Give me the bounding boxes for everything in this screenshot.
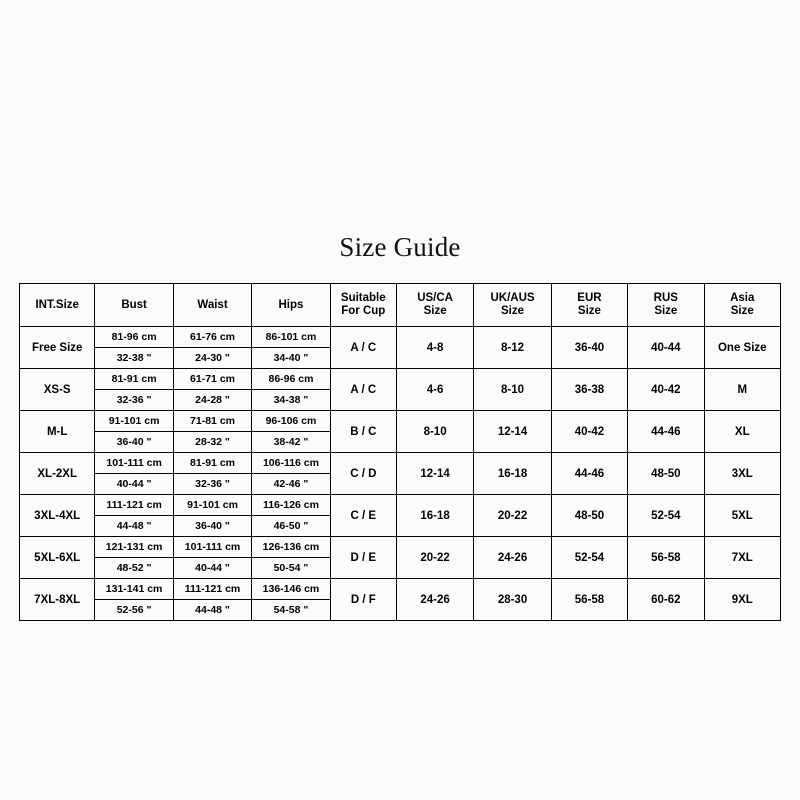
table-row (20, 537, 781, 579)
cell-waist-cm: 81-91 cm (174, 453, 251, 474)
cell-eur: 36-38 (551, 369, 627, 411)
cell-uk-aus: 28-30 (474, 579, 551, 621)
cell-bust-in: 32-38 " (116, 352, 152, 364)
size-table-container (19, 283, 781, 621)
column-header-int-size (20, 284, 95, 327)
cell-waist (173, 327, 251, 369)
cell-hips-cm: 106-116 cm (252, 453, 329, 474)
column-header-bust (95, 284, 173, 327)
column-header-asia-size (704, 284, 780, 327)
cell-asia: 3XL (704, 453, 780, 495)
cell-us-ca: 8-10 (396, 411, 473, 453)
cell-uk-aus: 20-22 (474, 495, 551, 537)
cell-waist (173, 369, 251, 411)
cell-waist (173, 453, 251, 495)
cell-hips-in: 42-46 " (273, 478, 309, 490)
cell-uk-aus: 16-18 (474, 453, 551, 495)
cell-hips-in: 34-38 " (273, 394, 309, 406)
cell-hips-in: 54-58 " (273, 604, 309, 616)
cell-bust-cm: 91-101 cm (95, 411, 172, 432)
cell-us-ca: 12-14 (396, 453, 473, 495)
cell-cup: A / C (330, 327, 396, 369)
cell-int-size: 5XL-6XL (20, 537, 95, 579)
cell-waist (173, 537, 251, 579)
table-body (20, 327, 781, 621)
cell-uk-aus: 24-26 (474, 537, 551, 579)
cell-bust-cm: 121-131 cm (95, 537, 172, 558)
cell-waist-in: 24-30 " (195, 352, 230, 364)
cell-eur: 36-40 (551, 327, 627, 369)
cell-rus: 40-42 (628, 369, 704, 411)
cell-waist (173, 579, 251, 621)
header-line: US/CA (417, 292, 453, 304)
cell-bust-in: 36-40 " (116, 436, 152, 448)
cell-hips-in: 46-50 " (273, 520, 309, 532)
size-guide-table (19, 283, 781, 621)
header-line: Waist (197, 298, 228, 311)
header-line: Asia (730, 292, 755, 304)
cell-hips (252, 495, 330, 537)
header-line: Hips (278, 298, 304, 311)
cell-waist-in: 44-48 " (195, 604, 230, 616)
cell-cup: A / C (330, 369, 396, 411)
table-row (20, 369, 781, 411)
cell-bust-cm: 111-121 cm (95, 495, 172, 516)
cell-bust-in: 40-44 " (116, 478, 152, 490)
cell-hips-cm: 136-146 cm (252, 579, 329, 600)
header-line: RUS (653, 292, 678, 304)
column-header-rus-size (628, 284, 704, 327)
cell-hips-cm: 116-126 cm (252, 495, 329, 516)
cell-bust (95, 495, 173, 537)
header-line: EUR (577, 292, 602, 304)
cell-waist-cm: 71-81 cm (174, 411, 251, 432)
header-line: Suitable (340, 292, 386, 304)
cell-bust (95, 411, 173, 453)
cell-us-ca: 24-26 (396, 579, 473, 621)
cell-asia: 5XL (704, 495, 780, 537)
cell-bust-cm: 131-141 cm (95, 579, 172, 600)
table-row (20, 411, 781, 453)
cell-waist-cm: 61-71 cm (174, 369, 251, 390)
cell-bust-cm: 81-96 cm (95, 327, 172, 348)
header-row (20, 284, 781, 327)
cell-asia: M (704, 369, 780, 411)
cell-cup: D / F (330, 579, 396, 621)
cell-hips (252, 453, 330, 495)
cell-eur: 40-42 (551, 411, 627, 453)
cell-waist-in: 36-40 " (195, 520, 230, 532)
cell-hips-in: 38-42 " (273, 436, 309, 448)
cell-uk-aus: 12-14 (474, 411, 551, 453)
cell-hips-cm: 86-101 cm (252, 327, 329, 348)
cell-hips-cm: 86-96 cm (252, 369, 329, 390)
cell-cup: C / E (330, 495, 396, 537)
cell-hips (252, 579, 330, 621)
cell-uk-aus: 8-12 (474, 327, 551, 369)
cell-bust-in: 52-56 " (116, 604, 152, 616)
cell-int-size: M-L (20, 411, 95, 453)
cell-bust-cm: 101-111 cm (95, 453, 172, 474)
cell-int-size: XL-2XL (20, 453, 95, 495)
header-line: INT.Size (35, 298, 79, 311)
cell-bust-in: 44-48 " (116, 520, 152, 532)
table-row (20, 327, 781, 369)
cell-rus: 44-46 (628, 411, 704, 453)
cell-uk-aus: 8-10 (474, 369, 551, 411)
cell-int-size: Free Size (20, 327, 95, 369)
header-line: For Cup (341, 305, 386, 317)
table-row (20, 453, 781, 495)
cell-asia: One Size (704, 327, 780, 369)
cell-rus: 56-58 (628, 537, 704, 579)
cell-waist-in: 40-44 " (195, 562, 230, 574)
cell-eur: 52-54 (551, 537, 627, 579)
header-line: Bust (121, 298, 147, 311)
cell-hips (252, 411, 330, 453)
cell-bust (95, 327, 173, 369)
cell-cup: B / C (330, 411, 396, 453)
cell-hips-cm: 126-136 cm (252, 537, 329, 558)
page-title: Size Guide (339, 232, 461, 262)
column-header-suitable-for-cup (330, 284, 396, 327)
cell-waist-in: 28-32 " (195, 436, 230, 448)
cell-us-ca: 4-6 (396, 369, 473, 411)
column-header-uk-aus-size (474, 284, 551, 327)
cell-rus: 40-44 (628, 327, 704, 369)
header-line: Size (654, 305, 678, 317)
cell-waist-cm: 91-101 cm (174, 495, 251, 516)
cell-int-size: XS-S (20, 369, 95, 411)
cell-waist-in: 32-36 " (195, 478, 230, 490)
table-row (20, 579, 781, 621)
cell-eur: 56-58 (551, 579, 627, 621)
cell-us-ca: 20-22 (396, 537, 473, 579)
cell-hips (252, 369, 330, 411)
cell-rus: 60-62 (628, 579, 704, 621)
cell-us-ca: 16-18 (396, 495, 473, 537)
cell-us-ca: 4-8 (396, 327, 473, 369)
cell-eur: 48-50 (551, 495, 627, 537)
column-header-eur-size (551, 284, 627, 327)
cell-cup: D / E (330, 537, 396, 579)
cell-asia: 9XL (704, 579, 780, 621)
cell-asia: 7XL (704, 537, 780, 579)
cell-hips-cm: 96-106 cm (252, 411, 329, 432)
header-line: Size (423, 305, 447, 317)
cell-hips (252, 327, 330, 369)
cell-rus: 52-54 (628, 495, 704, 537)
column-header-hips (252, 284, 330, 327)
column-header-us-ca-size (396, 284, 473, 327)
table-header (20, 284, 781, 327)
cell-hips (252, 537, 330, 579)
column-header-waist (173, 284, 251, 327)
header-line: UK/AUS (490, 292, 535, 304)
cell-waist (173, 411, 251, 453)
cell-waist-cm: 61-76 cm (174, 327, 251, 348)
cell-asia: XL (704, 411, 780, 453)
cell-bust (95, 453, 173, 495)
cell-hips-in: 50-54 " (273, 562, 309, 574)
cell-bust-in: 32-36 " (116, 394, 152, 406)
table-row (20, 495, 781, 537)
cell-eur: 44-46 (551, 453, 627, 495)
cell-waist-cm: 111-121 cm (174, 579, 251, 600)
cell-int-size: 7XL-8XL (20, 579, 95, 621)
cell-bust-cm: 81-91 cm (95, 369, 172, 390)
cell-rus: 48-50 (628, 453, 704, 495)
cell-bust (95, 369, 173, 411)
cell-waist-in: 24-28 " (195, 394, 230, 406)
header-line: Size (730, 305, 754, 317)
cell-int-size: 3XL-4XL (20, 495, 95, 537)
cell-waist-cm: 101-111 cm (174, 537, 251, 558)
cell-bust (95, 537, 173, 579)
cell-bust-in: 48-52 " (116, 562, 152, 574)
cell-hips-in: 34-40 " (273, 352, 309, 364)
cell-waist (173, 495, 251, 537)
cell-cup: C / D (330, 453, 396, 495)
header-line: Size (501, 305, 525, 317)
cell-bust (95, 579, 173, 621)
header-line: Size (577, 305, 601, 317)
